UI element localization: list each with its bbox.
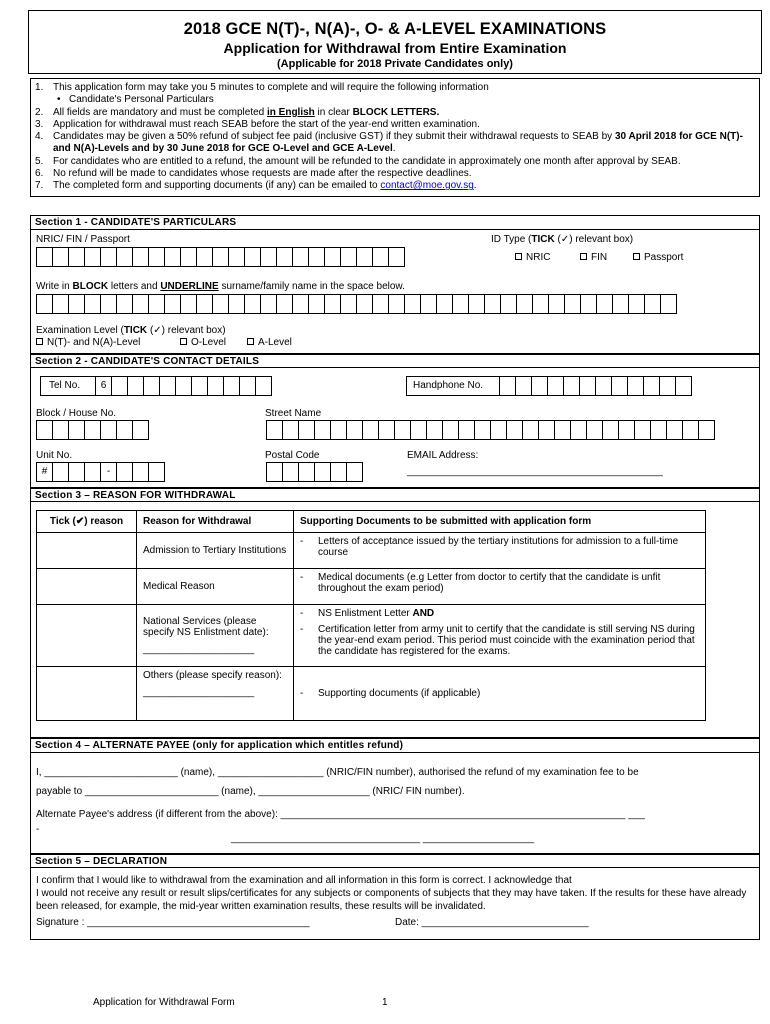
checkbox-icon	[580, 253, 587, 260]
tel-input[interactable]: Tel No. 6	[41, 376, 272, 396]
nric-input[interactable]	[37, 247, 405, 267]
email-input[interactable]: ______________________________________________	[407, 466, 663, 477]
form-note: (Applicable for 2018 Private Candidates only)	[277, 58, 513, 70]
section-4-title: Section 4 – ALTERNATE PAYEE (only for application which entitles refund)	[31, 739, 759, 753]
section-1-title: Section 1 - CANDIDATE'S PARTICULARS	[31, 216, 759, 230]
nric-label: NRIC/ FIN / Passport	[36, 234, 130, 245]
reason-table	[36, 510, 706, 721]
unit-label: Unit No.	[36, 450, 73, 461]
reason-medical: Medical Reason	[137, 569, 294, 605]
idtype-passport-checkbox[interactable]: Passport	[633, 252, 683, 263]
exam-level-label: Examination Level (TICK (✓) relevant box)	[36, 325, 226, 336]
section-3-title: Section 3 – REASON FOR WITHDRAWAL	[31, 488, 759, 502]
instruction-4: 4. Candidates may be given a 50% refund of subject fee paid (inclusive GST) if they submit their withdrawal requests to SEAB by 30 April 2018 for GCE N(T)- and N(A)-Levels and by 30 June 2018 for GCE O-Level and GCE A-Level.	[35, 131, 743, 155]
instruction-1: 1. This application form may take you 5 minutes to complete and will require the following information	[35, 82, 489, 93]
date-field[interactable]: Date: ______________________________	[395, 917, 589, 928]
handphone-input[interactable]	[407, 376, 692, 396]
tel-label: Tel No.	[40, 376, 96, 396]
section-5	[30, 854, 760, 940]
table-row	[37, 569, 706, 605]
level-nt-checkbox[interactable]: N(T)- and N(A)-Level	[36, 337, 140, 348]
table-header-row	[37, 511, 706, 533]
footer-form-name: Application for Withdrawal Form	[93, 997, 235, 1008]
tick-cell-medical[interactable]	[37, 569, 137, 605]
col-tick: Tick (✔) reason	[37, 511, 137, 533]
section-4	[30, 738, 760, 854]
doc-ns: - NS Enlistment Letter AND - Certification letter from army unit to certify that the candidate is still serving NS during the year-end exam period. This period must coincide with the examination period that the candidate has registered for the exams.	[294, 605, 706, 667]
section-5-title: Section 5 – DECLARATION	[31, 854, 759, 868]
handphone-label: Handphone No.	[406, 376, 500, 396]
unit-input[interactable]: # -	[37, 462, 165, 482]
declaration-text: I confirm that I would like to withdrawal from the examination and all information in this form is correct. I acknowledge that I would not receive any result or result slips/certificates for any subjects or components of subjects that they may have taken. If the results for these have already been released, for example, the mid-year written examination results, these results will be invalidated.	[36, 875, 747, 912]
checkbox-icon	[515, 253, 522, 260]
street-label: Street Name	[265, 408, 322, 419]
others-reason-input[interactable]: ____________________	[143, 687, 255, 698]
idtype-label: ID Type (TICK (✓) relevant box)	[491, 234, 634, 245]
level-o-checkbox[interactable]: O-Level	[180, 337, 226, 348]
name-label: Write in BLOCK letters and UNDERLINE surname/family name in the space below.	[36, 281, 405, 292]
footer-page-number: 1	[382, 997, 388, 1008]
instruction-7: 7. The completed form and supporting documents (if any) can be emailed to contact@moe.gov.sg.	[35, 180, 477, 192]
col-reason: Reason for Withdrawal	[137, 511, 294, 533]
tick-cell-others[interactable]	[37, 667, 137, 721]
reason-tertiary: Admission to Tertiary Institutions	[137, 533, 294, 569]
level-a-checkbox[interactable]: A-Level	[247, 337, 292, 348]
section-1	[30, 215, 760, 354]
idtype-fin-checkbox[interactable]: FIN	[580, 252, 607, 263]
payee-address-line-2[interactable]: __________________________________ ____________________	[231, 833, 535, 844]
instruction-5: 5. For candidates who are entitled to a refund, the amount will be refunded to the candidate in approximately one month after approval by SEAB.	[35, 155, 681, 167]
tick-cell-tertiary[interactable]	[37, 533, 137, 569]
street-input[interactable]	[267, 420, 715, 440]
checkbox-icon	[36, 338, 43, 345]
postal-input[interactable]	[267, 462, 363, 482]
email-label: EMAIL Address:	[407, 450, 479, 461]
instruction-2: 2. All fields are mandatory and must be completed in English in clear BLOCK LETTERS.	[35, 106, 440, 118]
table-row	[37, 533, 706, 569]
email-link[interactable]: contact@moe.gov.sg	[380, 180, 474, 192]
doc-medical: - Medical documents (e.g Letter from doctor to certify that the candidate is unfit throughout the exam period)	[294, 569, 706, 605]
reason-ns: National Services (please specify NS Enlistment date): ____________________	[137, 605, 294, 667]
payee-line-1[interactable]: I, ________________________ (name), ___________________ (NRIC/FIN number), authorised the refund of my examination fee to be	[36, 767, 639, 778]
postal-label: Postal Code	[265, 450, 320, 461]
instruction-3: 3. Application for withdrawal must reach SEAB before the start of the year-end written examination.	[35, 118, 480, 130]
instructions	[30, 78, 760, 197]
block-input[interactable]	[37, 420, 149, 440]
block-label: Block / House No.	[36, 408, 117, 419]
checkbox-icon	[247, 338, 254, 345]
name-input[interactable]	[37, 294, 677, 314]
checkbox-icon	[180, 338, 187, 345]
signature-field[interactable]: Signature : ________________________________________	[36, 917, 310, 928]
instruction-1-sub: • Candidate's Personal Particulars	[35, 94, 755, 106]
payee-address-dash: -	[36, 824, 40, 835]
doc-others: - Supporting documents (if applicable)	[294, 667, 706, 721]
idtype-nric-checkbox[interactable]: NRIC	[515, 252, 550, 263]
section-2-title: Section 2 - CANDIDATE'S CONTACT DETAILS	[31, 354, 759, 368]
instruction-6: 6. No refund will be made to candidates whose requests are made after the respective deadlines.	[35, 168, 472, 180]
form-subtitle: Application for Withdrawal from Entire Examination	[223, 40, 567, 56]
col-documents: Supporting Documents to be submitted with application form	[294, 511, 706, 533]
ns-date-input[interactable]: ____________________	[143, 644, 255, 655]
reason-others: Others (please specify reason): ____________________	[137, 667, 294, 721]
table-row	[37, 667, 706, 721]
tick-cell-ns[interactable]	[37, 605, 137, 667]
table-row	[37, 605, 706, 667]
checkbox-icon	[633, 253, 640, 260]
section-3	[30, 488, 760, 738]
doc-tertiary: - Letters of acceptance issued by the tertiary institutions for admission to a full-time course	[294, 533, 706, 569]
form-header	[28, 10, 762, 74]
form-title: 2018 GCE N(T)-, N(A)-, O- & A-LEVEL EXAMINATIONS	[183, 20, 607, 38]
section-2	[30, 354, 760, 488]
payee-address[interactable]: Alternate Payee's address (if different from the above): ______________________________________________________________ ___	[36, 809, 645, 820]
payee-line-2[interactable]: payable to ________________________ (name), ____________________ (NRIC/ FIN number).	[36, 786, 465, 797]
